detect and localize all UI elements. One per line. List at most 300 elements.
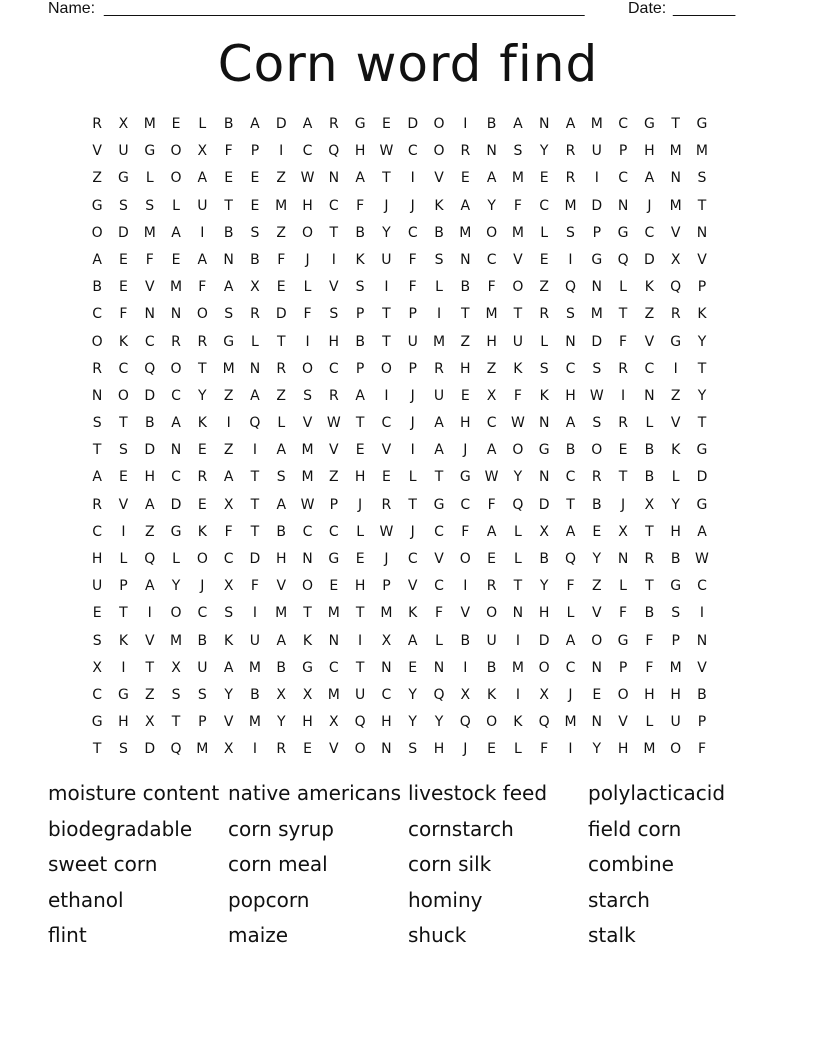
grid-letter[interactable]: P — [119, 578, 128, 595]
grid-letter[interactable]: T — [303, 605, 312, 622]
grid-letter[interactable]: I — [673, 360, 678, 377]
grid-letter[interactable]: P — [697, 714, 707, 731]
grid-letter[interactable]: B — [486, 116, 497, 132]
grid-letter[interactable]: L — [540, 224, 549, 241]
grid-letter[interactable]: A — [223, 659, 234, 676]
grid-letter[interactable]: I — [279, 143, 284, 160]
grid-letter[interactable]: T — [171, 714, 181, 731]
grid-letter[interactable]: A — [250, 116, 260, 132]
grid-letter[interactable]: A — [460, 197, 471, 214]
grid-letter[interactable]: E — [618, 442, 628, 459]
grid-letter[interactable]: I — [515, 686, 520, 703]
grid-letter[interactable]: A — [486, 170, 497, 187]
grid-letter[interactable]: O — [538, 659, 550, 676]
grid-letter[interactable]: F — [224, 143, 233, 160]
grid-letter[interactable]: F — [303, 306, 312, 323]
name-field[interactable]: ______________________________________________________ — [104, 0, 585, 17]
grid-letter[interactable]: G — [696, 496, 708, 513]
grid-letter[interactable]: I — [121, 523, 126, 540]
grid-letter[interactable]: U — [670, 714, 681, 731]
grid-letter[interactable]: H — [144, 469, 155, 486]
grid-letter[interactable]: P — [592, 224, 602, 241]
grid-letter[interactable]: L — [513, 551, 522, 567]
grid-letter[interactable]: Y — [592, 551, 602, 567]
grid-letter[interactable]: P — [355, 360, 365, 377]
grid-letter[interactable]: C — [328, 197, 339, 214]
grid-letter[interactable]: A — [171, 415, 181, 432]
grid-letter[interactable]: O — [91, 333, 103, 350]
grid-letter[interactable]: D — [538, 632, 550, 649]
grid-letter[interactable]: A — [697, 523, 707, 540]
grid-letter[interactable]: A — [223, 279, 234, 296]
grid-letter[interactable]: E — [355, 551, 365, 567]
grid-letter[interactable]: C — [144, 333, 155, 350]
grid-letter[interactable]: F — [487, 279, 496, 296]
grid-letter[interactable]: J — [384, 197, 389, 214]
grid-letter[interactable]: X — [223, 496, 234, 513]
grid-letter[interactable]: A — [486, 523, 497, 540]
grid-letter[interactable]: M — [590, 116, 603, 132]
grid-letter[interactable]: U — [197, 197, 208, 214]
grid-letter[interactable]: N — [591, 279, 603, 296]
grid-letter[interactable]: X — [197, 143, 208, 160]
grid-letter[interactable]: R — [197, 333, 208, 350]
grid-letter[interactable]: H — [302, 197, 313, 214]
grid-letter[interactable]: T — [382, 170, 391, 187]
grid-letter[interactable]: T — [697, 415, 707, 432]
grid-letter[interactable]: M — [248, 714, 261, 731]
grid-letter[interactable]: A — [144, 578, 155, 595]
grid-letter[interactable]: E — [197, 442, 207, 459]
grid-letter[interactable]: B — [223, 224, 234, 241]
grid-letter[interactable]: B — [197, 632, 208, 649]
grid-letter[interactable]: Y — [697, 333, 707, 350]
grid-letter[interactable]: L — [356, 523, 365, 540]
grid-letter[interactable]: N — [696, 224, 708, 241]
grid-letter[interactable]: S — [119, 741, 128, 758]
grid-letter[interactable]: B — [670, 551, 681, 567]
grid-letter[interactable]: M — [301, 469, 314, 486]
grid-letter[interactable]: I — [200, 224, 205, 241]
grid-letter[interactable]: I — [305, 333, 310, 350]
grid-letter[interactable]: C — [407, 143, 418, 160]
grid-letter[interactable]: A — [276, 496, 287, 513]
grid-letter[interactable]: M — [511, 659, 524, 676]
grid-letter[interactable]: K — [118, 632, 129, 649]
grid-letter[interactable]: A — [565, 116, 576, 132]
grid-letter[interactable]: M — [301, 442, 314, 459]
grid-letter[interactable]: A — [486, 442, 497, 459]
grid-letter[interactable]: E — [592, 523, 602, 540]
grid-letter[interactable]: T — [276, 333, 286, 350]
grid-letter[interactable]: R — [328, 387, 339, 404]
grid-letter[interactable]: N — [538, 415, 550, 432]
grid-letter[interactable]: U — [354, 686, 366, 703]
grid-letter[interactable]: B — [460, 279, 471, 296]
grid-letter[interactable]: C — [486, 251, 497, 268]
grid-letter[interactable]: I — [147, 605, 152, 622]
grid-letter[interactable]: O — [196, 551, 208, 567]
grid-letter[interactable]: D — [144, 741, 156, 758]
grid-letter[interactable]: F — [145, 251, 154, 268]
grid-letter[interactable]: S — [250, 224, 260, 241]
grid-letter[interactable]: J — [410, 387, 415, 404]
grid-letter[interactable]: H — [670, 523, 681, 540]
grid-letter[interactable]: S — [119, 442, 128, 459]
grid-letter[interactable]: Y — [434, 714, 444, 731]
grid-letter[interactable]: I — [121, 659, 126, 676]
grid-letter[interactable]: M — [432, 333, 446, 350]
grid-letter[interactable]: M — [695, 143, 709, 160]
grid-letter[interactable]: A — [513, 116, 523, 132]
grid-letter[interactable]: D — [538, 496, 550, 513]
grid-letter[interactable]: O — [170, 170, 182, 187]
grid-letter[interactable]: I — [594, 170, 599, 187]
grid-letter[interactable]: S — [513, 143, 523, 160]
grid-letter[interactable]: V — [92, 143, 102, 160]
grid-letter[interactable]: W — [589, 387, 604, 404]
grid-letter[interactable]: Q — [670, 279, 682, 296]
grid-letter[interactable]: I — [331, 251, 336, 268]
grid-letter[interactable]: E — [381, 116, 391, 132]
grid-letter[interactable]: O — [670, 741, 682, 758]
grid-letter[interactable]: W — [326, 415, 341, 432]
grid-letter[interactable]: B — [250, 251, 260, 268]
grid-letter[interactable]: B — [223, 116, 234, 132]
grid-letter[interactable]: A — [197, 251, 208, 268]
grid-letter[interactable]: C — [302, 143, 313, 160]
grid-letter[interactable]: T — [513, 578, 523, 595]
grid-letter[interactable]: I — [621, 387, 626, 404]
grid-letter[interactable]: O — [486, 714, 498, 731]
grid-letter[interactable]: G — [144, 143, 156, 160]
grid-letter[interactable]: E — [119, 279, 128, 296]
grid-letter[interactable]: X — [329, 714, 339, 731]
grid-letter[interactable]: M — [275, 197, 288, 214]
grid-letter[interactable]: C — [171, 469, 181, 486]
grid-letter[interactable]: R — [565, 170, 576, 187]
grid-letter[interactable]: T — [382, 333, 391, 350]
grid-letter[interactable]: Z — [144, 523, 155, 540]
grid-letter[interactable]: X — [302, 686, 313, 703]
grid-letter[interactable]: V — [276, 578, 287, 595]
grid-letter[interactable]: O — [170, 605, 182, 622]
grid-letter[interactable]: H — [460, 415, 471, 432]
grid-letter[interactable]: F — [119, 306, 128, 323]
date-field[interactable]: _______ — [673, 0, 736, 17]
grid-letter[interactable]: D — [407, 116, 419, 132]
grid-letter[interactable]: Y — [408, 686, 417, 703]
grid-letter[interactable]: J — [410, 523, 415, 540]
grid-letter[interactable]: E — [92, 605, 102, 622]
grid-letter[interactable]: H — [354, 143, 366, 160]
grid-letter[interactable]: B — [591, 496, 602, 513]
grid-letter[interactable]: E — [539, 251, 549, 268]
grid-letter[interactable]: U — [381, 251, 392, 268]
grid-letter[interactable]: I — [436, 306, 442, 323]
grid-letter[interactable]: U — [249, 632, 261, 649]
grid-letter[interactable]: N — [565, 333, 576, 350]
grid-letter[interactable]: M — [143, 224, 156, 241]
grid-letter[interactable]: F — [408, 251, 417, 268]
grid-letter[interactable]: H — [354, 469, 366, 486]
grid-letter[interactable]: E — [539, 170, 549, 187]
grid-letter[interactable]: W — [300, 170, 315, 187]
grid-letter[interactable]: N — [617, 551, 629, 567]
grid-letter[interactable]: E — [329, 578, 339, 595]
grid-letter[interactable]: H — [486, 333, 497, 350]
grid-letter[interactable]: V — [329, 279, 339, 296]
grid-letter[interactable]: C — [618, 170, 628, 187]
grid-letter[interactable]: H — [381, 714, 392, 731]
grid-letter[interactable]: E — [119, 469, 128, 486]
grid-letter[interactable]: M — [275, 605, 288, 622]
grid-letter[interactable]: J — [568, 686, 573, 703]
grid-letter[interactable]: V — [697, 251, 707, 268]
grid-letter[interactable]: C — [460, 496, 471, 513]
grid-letter[interactable]: I — [410, 442, 415, 459]
grid-letter[interactable]: C — [539, 197, 550, 214]
grid-letter[interactable]: Z — [223, 442, 234, 459]
grid-letter[interactable]: E — [250, 197, 260, 214]
grid-letter[interactable]: Y — [276, 714, 286, 731]
grid-letter[interactable]: S — [671, 605, 681, 622]
grid-letter[interactable]: V — [302, 415, 313, 432]
grid-letter[interactable]: N — [591, 714, 603, 731]
grid-letter[interactable]: N — [302, 551, 313, 567]
grid-letter[interactable]: B — [144, 415, 155, 432]
grid-letter[interactable]: Q — [459, 714, 471, 731]
grid-letter[interactable]: C — [565, 469, 576, 486]
grid-letter[interactable]: C — [697, 578, 707, 595]
grid-letter[interactable]: H — [670, 686, 681, 703]
grid-letter[interactable]: N — [591, 659, 603, 676]
grid-letter[interactable]: A — [92, 251, 102, 268]
grid-letter[interactable]: S — [197, 686, 207, 703]
grid-letter[interactable]: Y — [382, 224, 391, 241]
grid-letter[interactable]: X — [486, 387, 497, 404]
grid-letter[interactable]: C — [118, 360, 129, 377]
grid-letter[interactable]: E — [487, 551, 497, 567]
grid-letter[interactable]: I — [699, 605, 705, 622]
grid-letter[interactable]: B — [486, 659, 497, 676]
grid-letter[interactable]: U — [512, 333, 524, 350]
grid-letter[interactable]: Q — [433, 686, 445, 703]
grid-letter[interactable]: C — [565, 360, 576, 377]
grid-letter[interactable]: Q — [328, 143, 340, 160]
grid-letter[interactable]: L — [145, 170, 154, 187]
grid-letter[interactable]: I — [252, 442, 257, 459]
grid-letter[interactable]: M — [564, 714, 577, 731]
grid-letter[interactable]: O — [512, 279, 524, 296]
grid-letter[interactable]: Y — [171, 578, 181, 595]
grid-letter[interactable]: A — [92, 469, 102, 486]
grid-letter[interactable]: S — [224, 306, 234, 323]
grid-letter[interactable]: S — [145, 197, 155, 214]
grid-letter[interactable]: K — [408, 605, 418, 622]
grid-letter[interactable]: H — [275, 551, 287, 567]
grid-letter[interactable]: G — [118, 170, 129, 187]
grid-letter[interactable]: T — [566, 496, 575, 513]
grid-letter[interactable]: E — [381, 469, 391, 486]
grid-letter[interactable]: T — [250, 469, 260, 486]
grid-letter[interactable]: O — [486, 224, 498, 241]
grid-letter[interactable]: Q — [354, 714, 366, 731]
grid-letter[interactable]: L — [619, 279, 627, 296]
grid-letter[interactable]: M — [380, 605, 393, 622]
grid-letter[interactable]: K — [118, 333, 129, 350]
grid-letter[interactable]: G — [670, 578, 682, 595]
grid-letter[interactable]: V — [223, 714, 234, 731]
grid-letter[interactable]: K — [224, 632, 234, 649]
grid-letter[interactable]: J — [647, 197, 652, 214]
grid-letter[interactable]: B — [434, 224, 444, 241]
grid-letter[interactable]: V — [434, 170, 444, 187]
grid-letter[interactable]: X — [276, 686, 287, 703]
grid-letter[interactable]: T — [618, 469, 628, 486]
grid-letter[interactable]: N — [617, 197, 629, 214]
grid-letter[interactable]: T — [645, 578, 654, 595]
grid-letter[interactable]: V — [670, 415, 681, 432]
grid-letter[interactable]: R — [591, 469, 602, 486]
grid-letter[interactable]: L — [540, 333, 549, 350]
grid-letter[interactable]: G — [91, 714, 103, 731]
grid-letter[interactable]: Q — [564, 279, 576, 296]
grid-letter[interactable]: G — [617, 632, 629, 649]
grid-letter[interactable]: H — [565, 387, 576, 404]
grid-letter[interactable]: F — [540, 741, 549, 758]
grid-letter[interactable]: O — [117, 387, 129, 404]
grid-letter[interactable]: O — [433, 143, 445, 160]
grid-letter[interactable]: K — [644, 279, 654, 296]
grid-letter[interactable]: K — [487, 686, 497, 703]
grid-letter[interactable]: I — [568, 741, 573, 758]
grid-letter[interactable]: L — [408, 469, 417, 486]
grid-letter[interactable]: L — [435, 632, 443, 649]
grid-letter[interactable]: B — [276, 523, 287, 540]
grid-letter[interactable]: A — [223, 469, 234, 486]
grid-letter[interactable]: T — [513, 306, 523, 323]
grid-letter[interactable]: N — [460, 251, 471, 268]
grid-letter[interactable]: L — [435, 279, 443, 296]
grid-letter[interactable]: N — [328, 632, 340, 649]
grid-letter[interactable]: T — [198, 360, 207, 377]
grid-letter[interactable]: X — [460, 686, 471, 703]
grid-letter[interactable]: H — [538, 605, 550, 622]
grid-letter[interactable]: R — [670, 306, 681, 323]
grid-letter[interactable]: T — [382, 306, 391, 323]
grid-letter[interactable]: X — [381, 632, 392, 649]
grid-letter[interactable]: T — [119, 605, 128, 622]
grid-letter[interactable]: T — [145, 659, 155, 676]
grid-letter[interactable]: B — [644, 442, 655, 459]
grid-letter[interactable]: F — [434, 605, 444, 622]
grid-letter[interactable]: U — [486, 632, 497, 649]
grid-letter[interactable]: W — [484, 469, 499, 486]
grid-letter[interactable]: R — [92, 360, 103, 377]
grid-letter[interactable]: A — [276, 632, 287, 649]
grid-letter[interactable]: H — [644, 686, 655, 703]
grid-letter[interactable]: S — [92, 632, 102, 649]
grid-letter[interactable]: M — [248, 659, 261, 676]
grid-letter[interactable]: L — [198, 116, 207, 132]
grid-letter[interactable]: K — [302, 632, 313, 649]
grid-letter[interactable]: P — [250, 143, 260, 160]
grid-letter[interactable]: N — [644, 387, 655, 404]
grid-letter[interactable]: I — [252, 741, 257, 758]
grid-letter[interactable]: A — [355, 170, 365, 187]
grid-letter[interactable]: M — [669, 197, 682, 214]
grid-letter[interactable]: M — [196, 741, 209, 758]
grid-letter[interactable]: C — [565, 659, 576, 676]
grid-letter[interactable]: C — [407, 224, 418, 241]
grid-letter[interactable]: R — [618, 415, 628, 432]
grid-letter[interactable]: E — [171, 116, 181, 132]
grid-letter[interactable]: O — [591, 442, 603, 459]
grid-letter[interactable]: X — [644, 496, 655, 513]
grid-letter[interactable]: L — [645, 714, 654, 731]
grid-letter[interactable]: G — [354, 116, 366, 132]
grid-letter[interactable]: P — [697, 279, 707, 296]
grid-letter[interactable]: L — [303, 279, 312, 296]
grid-letter[interactable]: C — [381, 686, 392, 703]
grid-letter[interactable]: R — [434, 360, 444, 377]
grid-letter[interactable]: O — [380, 360, 392, 377]
grid-letter[interactable]: T — [671, 116, 680, 132]
grid-letter[interactable]: S — [171, 686, 181, 703]
grid-letter[interactable]: H — [644, 143, 655, 160]
grid-letter[interactable]: A — [565, 523, 576, 540]
grid-letter[interactable]: N — [170, 442, 182, 459]
grid-letter[interactable]: I — [410, 170, 415, 187]
grid-letter[interactable]: F — [250, 578, 259, 595]
grid-letter[interactable]: M — [669, 659, 682, 676]
grid-letter[interactable]: X — [171, 659, 181, 676]
grid-letter[interactable]: Y — [592, 741, 602, 758]
grid-letter[interactable]: N — [223, 251, 234, 268]
grid-letter[interactable]: H — [328, 333, 340, 350]
grid-letter[interactable]: F — [619, 605, 628, 622]
grid-letter[interactable]: Y — [408, 714, 417, 731]
grid-letter[interactable]: C — [644, 360, 655, 377]
grid-letter[interactable]: B — [276, 659, 287, 676]
grid-letter[interactable]: N — [381, 741, 392, 758]
grid-letter[interactable]: C — [486, 415, 497, 432]
grid-letter[interactable]: Q — [144, 360, 156, 377]
grid-letter[interactable]: T — [92, 442, 102, 459]
grid-letter[interactable]: S — [303, 387, 312, 404]
grid-letter[interactable]: Q — [512, 496, 524, 513]
grid-letter[interactable]: B — [355, 333, 365, 350]
grid-letter[interactable]: P — [329, 496, 339, 513]
grid-letter[interactable]: O — [486, 605, 498, 622]
grid-letter[interactable]: T — [645, 523, 654, 540]
grid-letter[interactable]: A — [434, 442, 444, 459]
grid-letter[interactable]: B — [697, 686, 707, 703]
grid-letter[interactable]: A — [644, 170, 655, 187]
grid-letter[interactable]: A — [302, 116, 313, 132]
grid-letter[interactable]: M — [327, 605, 340, 622]
grid-letter[interactable]: A — [434, 415, 444, 432]
grid-letter[interactable]: I — [463, 659, 468, 676]
grid-letter[interactable]: H — [433, 741, 445, 758]
grid-letter[interactable]: M — [669, 143, 682, 160]
grid-letter[interactable]: N — [328, 170, 340, 187]
grid-letter[interactable]: D — [643, 251, 655, 268]
grid-letter[interactable]: G — [170, 523, 182, 540]
grid-letter[interactable]: Y — [224, 686, 233, 703]
grid-letter[interactable]: K — [697, 306, 707, 323]
